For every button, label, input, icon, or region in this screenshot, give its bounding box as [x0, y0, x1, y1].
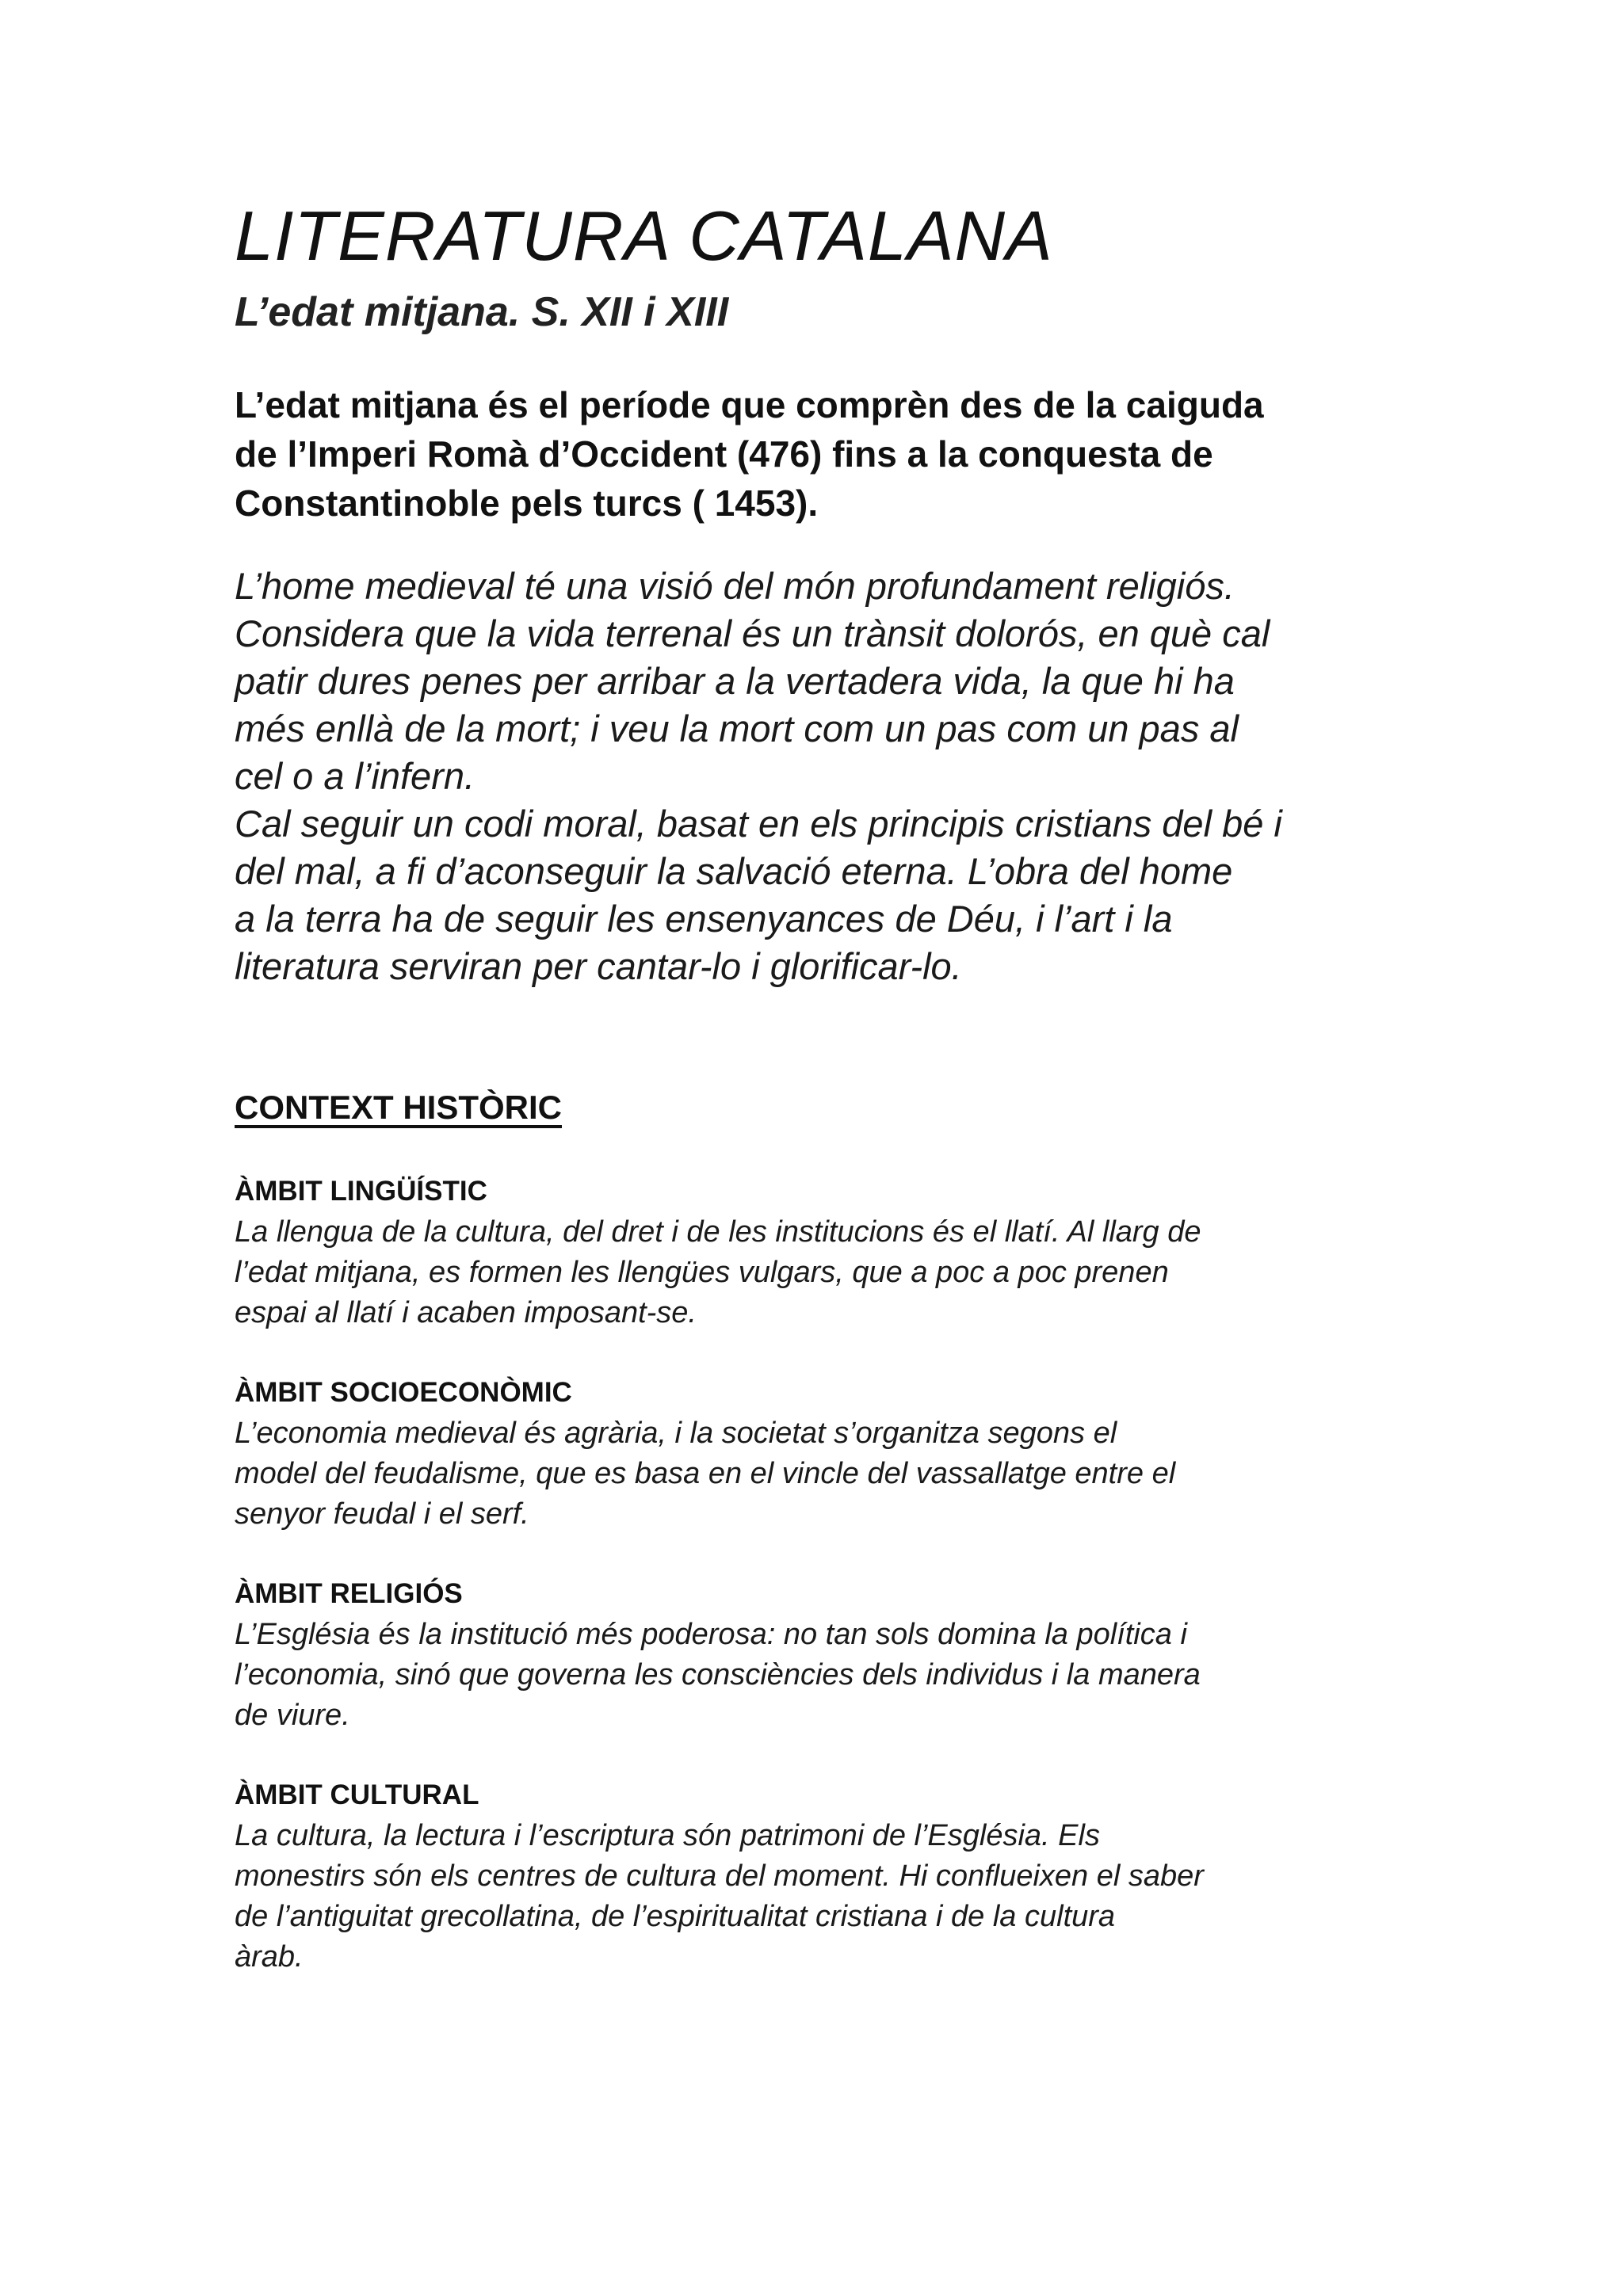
intro-line: més enllà de la mort; i veu la mort com un pas com un pas al	[235, 707, 1239, 749]
ambit-religious	[235, 1573, 1423, 1736]
intro-line: Considera que la vida terrenal és un trànsit dolorós, en què cal	[235, 612, 1270, 654]
intro-line: patir dures penes per arribar a la vertadera vida, la que hi ha	[235, 660, 1235, 702]
ambit-line: model del feudalisme, que es basa en el vincle del vassallatge entre el	[235, 1457, 1176, 1490]
ambit-line: La llengua de la cultura, del dret i de les institucions és el llatí. Al llarg de	[235, 1215, 1201, 1249]
intro-line: Cal seguir un codi moral, basat en els principis cristians del bé i	[235, 803, 1282, 845]
lead-paragraph	[235, 380, 1407, 528]
document-subtitle: L’edat mitjana. S. XII i XIII	[235, 289, 729, 335]
ambit-line: L’Església és la institució més poderosa: no tan sols domina la política i	[235, 1618, 1187, 1651]
ambit-text	[235, 1816, 1423, 1978]
document-title: LITERATURA CATALANA	[235, 196, 1053, 275]
ambit-line: senyor feudal i el serf.	[235, 1497, 529, 1531]
ambit-line: L’economia medieval és agrària, i la societat s’organitza segons el	[235, 1417, 1117, 1450]
intro-line: cel o a l’infern.	[235, 755, 475, 797]
ambit-heading: ÀMBIT SOCIOECONÒMIC	[235, 1377, 572, 1408]
ambit-line: l’edat mitjana, es formen les llengües vulgars, que a poc a poc prenen	[235, 1256, 1169, 1289]
ambit-line: de viure.	[235, 1699, 350, 1732]
ambit-heading: ÀMBIT RELIGIÓS	[235, 1578, 463, 1609]
ambit-cultural	[235, 1775, 1423, 1978]
ambit-text	[235, 1615, 1423, 1736]
ambit-text	[235, 1212, 1423, 1333]
ambit-text	[235, 1413, 1423, 1535]
intro-line: literatura serviran per cantar-lo i glorificar-lo.	[235, 945, 962, 987]
intro-paragraph	[235, 563, 1423, 990]
ambit-line: de l’antiguitat grecollatina, de l’espiritualitat cristiana i de la cultura	[235, 1900, 1116, 1933]
ambit-heading: ÀMBIT LINGÜÍSTIC	[235, 1176, 487, 1207]
ambit-line: l’economia, sinó que governa les consciències dels individus i la manera	[235, 1658, 1201, 1691]
ambit-line: La cultura, la lectura i l’escriptura són patrimoni de l’Església. Els	[235, 1819, 1100, 1852]
intro-line: L’home medieval té una visió del món profundament religiós.	[235, 565, 1235, 607]
ambit-heading: ÀMBIT CULTURAL	[235, 1779, 479, 1810]
ambit-line: àrab.	[235, 1940, 304, 1974]
intro-line: del mal, a fi d’aconseguir la salvació eterna. L’obra del home	[235, 850, 1233, 892]
lead-line: L’edat mitjana és el període que comprèn des de la caiguda	[235, 384, 1264, 425]
section-heading-context: CONTEXT HISTÒRIC	[235, 1089, 563, 1126]
ambit-line: monestirs són els centres de cultura del moment. Hi conflueixen el saber	[235, 1859, 1204, 1893]
lead-line: Constantinoble pels turcs ( 1453).	[235, 482, 819, 524]
ambit-linguistic	[235, 1171, 1423, 1333]
ambit-line: espai al llatí i acaben imposant-se.	[235, 1296, 697, 1329]
intro-line: a la terra ha de seguir les ensenyances de Déu, i l’art i la	[235, 898, 1173, 940]
ambit-socioeconomic	[235, 1372, 1423, 1535]
lead-line: de l’Imperi Romà d’Occident (476) fins a la conquesta de	[235, 433, 1213, 475]
